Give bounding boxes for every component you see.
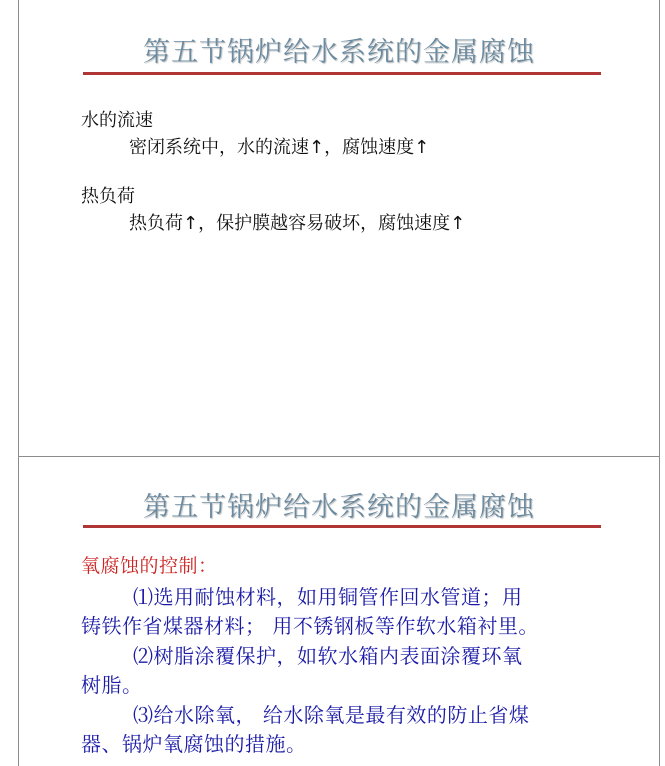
slide-2-title-rule — [83, 525, 601, 528]
section-heading-flow-rate: 水的流速 — [81, 110, 153, 131]
control-line-3: ⑵树脂涂覆保护，如软水箱内表面涂覆环氧 — [133, 644, 523, 668]
slide-1-title: 第五节锅炉给水系统的金属腐蚀 — [143, 37, 535, 68]
control-line-2: 铸铁作省煤器材料； 用不锈钢板等作软水箱衬里。 — [81, 614, 539, 638]
slide-1-title-rule — [83, 72, 601, 75]
control-line-1: ⑴选用耐蚀材料，如用铜管作回水管道；用 — [133, 585, 523, 609]
section-heading-heat-load: 热负荷 — [81, 186, 135, 207]
slide-2-title: 第五节锅炉给水系统的金属腐蚀 — [143, 492, 535, 523]
control-line-5: ⑶给水除氧， 给水除氧是最有效的防止省煤 — [133, 703, 530, 727]
section-body-heat-load: 热负荷↑，保护膜越容易破坏，腐蚀速度↑ — [129, 213, 466, 234]
slide-2 — [18, 457, 660, 766]
slide-1 — [18, 0, 660, 457]
control-line-6: 器、锅炉氧腐蚀的措施。 — [81, 732, 307, 756]
oxygen-corrosion-heading: 氧腐蚀的控制： — [81, 555, 218, 577]
control-line-4: 树脂。 — [81, 673, 143, 697]
section-body-flow-rate: 密闭系统中，水的流速↑，腐蚀速度↑ — [129, 137, 430, 158]
